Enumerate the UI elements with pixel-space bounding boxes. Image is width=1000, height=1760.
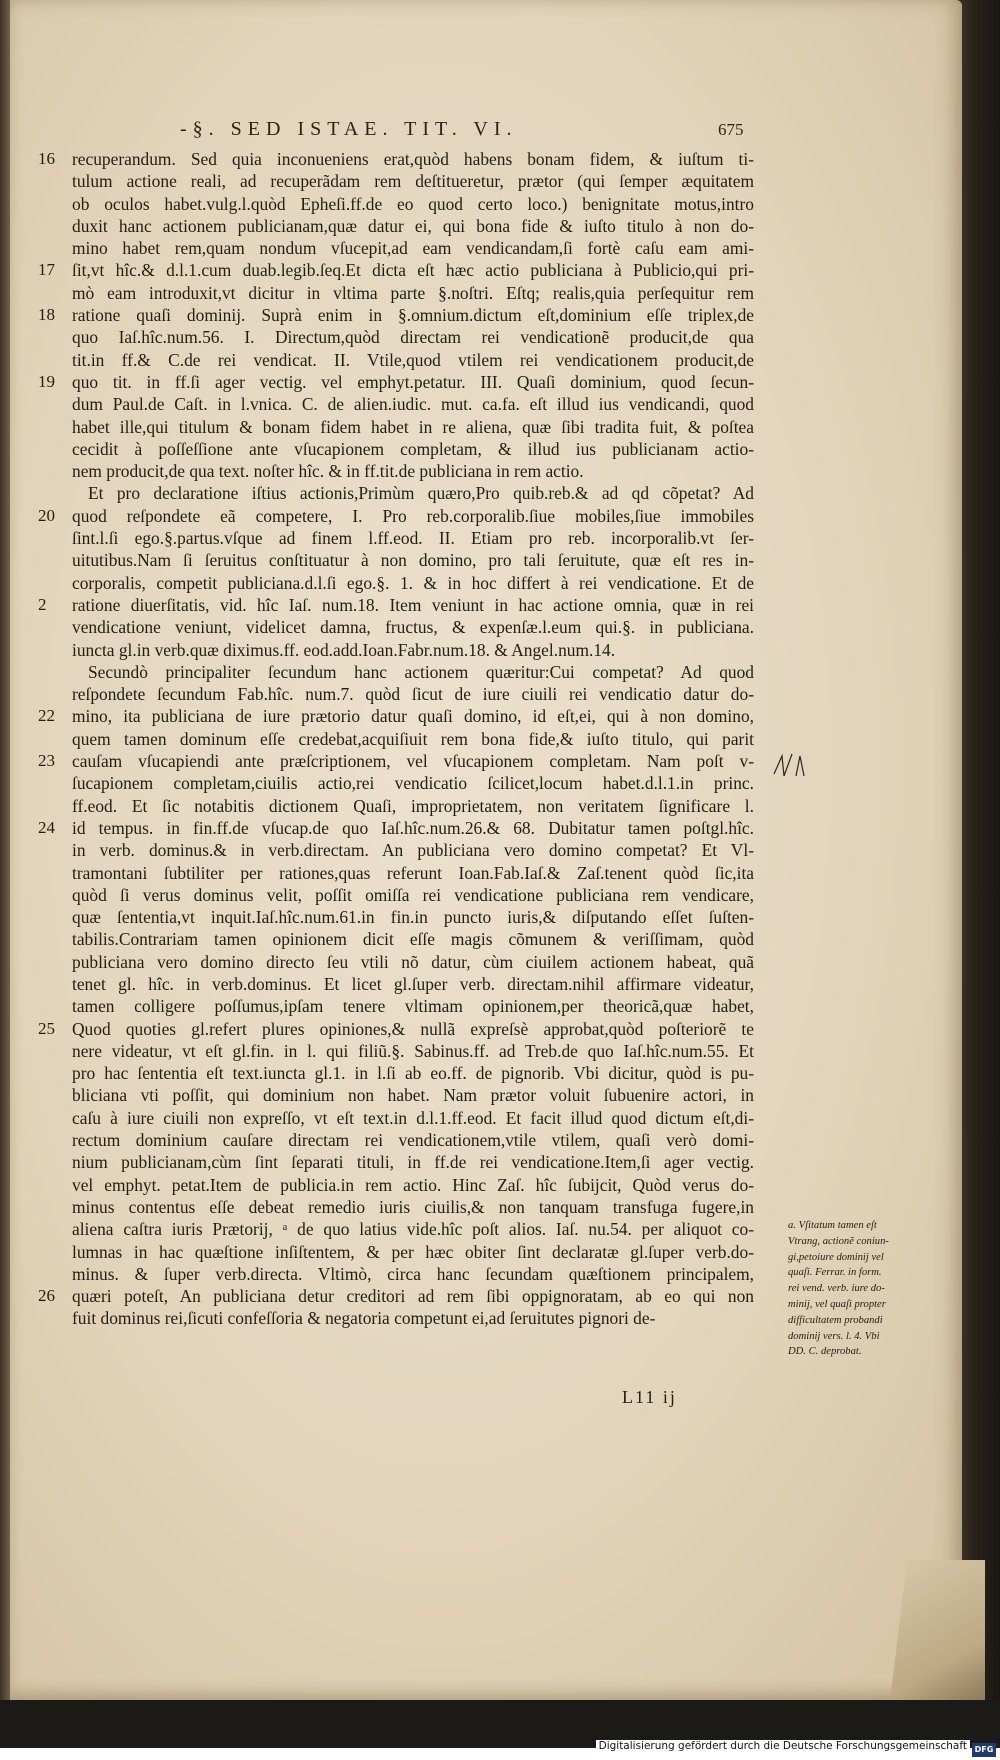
line-text: nem producit,de qua text. noſter hîc. & in ff.tit.de publiciana in rem actio. <box>72 461 584 482</box>
note-line: quaſi. Ferrar. in form. <box>788 1267 882 1279</box>
note-line: gi,petoiure dominij vel <box>788 1251 884 1263</box>
line-text: in verb. dominus.& in verb.directam. An publiciana vero domino competat? Et Vl- <box>72 840 754 861</box>
line-text: tabilis.Contrariam tamen opinionem dicit eſſe magis cõmunem & veriſſimam, quòd <box>72 929 754 950</box>
text-line <box>72 772 754 794</box>
margin-number: 18 <box>38 305 55 325</box>
line-text: cecidit à poſſeſſione ante vſucapionem completam, & illud ius publicianam actio- <box>72 438 754 459</box>
text-line <box>72 616 754 638</box>
text-line <box>72 683 754 705</box>
text-line <box>72 928 754 950</box>
text-line <box>38 594 754 616</box>
line-text: tit.in ff.& C.de rei vendicat. II. Vtile,quod vtilem rei vendicationem producit,de <box>72 349 754 370</box>
note-line: dominij vers. l. 4. Vbi <box>788 1330 880 1342</box>
text-line <box>72 839 754 861</box>
line-text: iuncta gl.in verb.quæ diximus.ff. eod.add.Ioan.Fabr.num.18. & Angel.num.14. <box>72 639 616 660</box>
line-text: minus. & ſuper verb.directa. Vltimò, circa hanc ſecundam quæſtionem principalem, <box>72 1263 754 1284</box>
margin-number: 17 <box>38 260 55 280</box>
digitization-credit: Digitalisierung gefördert durch die Deutsche Forschungsgemeinschaft <box>596 1740 970 1752</box>
text-line <box>72 527 754 549</box>
line-text: recuperandum. Sed quia inconueniens erat,quòd habens bonam fidem, & iuſtum ti- <box>72 149 754 169</box>
text-line <box>72 639 754 661</box>
line-text: ob oculos habet.vulg.l.quòd Epheſi.ff.de eo quod certo loco.) benignitate motus,intro <box>72 193 754 214</box>
text-line <box>72 951 754 973</box>
text-line <box>38 750 754 772</box>
text-line <box>72 282 754 304</box>
text-line <box>38 148 754 170</box>
text-line <box>38 304 754 326</box>
text-line <box>72 193 754 215</box>
text-line <box>72 1151 754 1173</box>
line-text: reſpondete ſecundum Fab.hîc. num.7. quòd ſicut de iure ciuili rei vendicatio datur do- <box>72 684 754 705</box>
margin-number: 16 <box>38 149 55 168</box>
line-text: quo Iaſ.hîc.num.56. I. Directum,quòd directam rei vendicationẽ producit,de qua <box>72 327 754 348</box>
text-line <box>72 1107 754 1129</box>
line-text: quo tit. in ff.ſi ager vectig. vel emphyt.petatur. III. Quaſi dominium, quod ſecun- <box>72 371 754 392</box>
line-text: nere videatur, vt eſt gl.fin. in l. qui filiũ.§. Sabinus.ff. ad Treb.de quo Iaſ.hîc.num.55. Et <box>72 1040 754 1061</box>
note-line: difficultatem probandi <box>788 1314 883 1326</box>
text-line <box>72 728 754 750</box>
text-line <box>38 259 754 281</box>
text-line <box>72 438 754 460</box>
body-text <box>38 148 754 1330</box>
line-text: vendicatione veniunt, videlicet damna, fructus, & expenſæ.l.eum qui.§. in publiciana. <box>72 617 754 638</box>
line-text: nium publicianam,cùm ſint ſeparati tituli, in ff.de rei vendicatione.Item,ſi ager vectig. <box>72 1152 754 1173</box>
text-line <box>72 862 754 884</box>
text-line <box>72 1084 754 1106</box>
line-text: fuit dominus rei,ſicuti confeſſoria & negatoria competunt ei,ad ſeruitutes pignori de- <box>72 1308 656 1329</box>
line-text: duxit hanc actionem publicianam,quæ datur ei, qui bona fide & iuſto titulo à non do- <box>72 215 754 236</box>
line-text: ſit,vt hîc.& d.l.1.cum duab.legib.ſeq.Et dicta eſt hæc actio publiciana à Publicio,qui pri- <box>72 260 754 281</box>
line-text: tulum actione reali, ad recuperãdam rem deſtitueretur, prætor (qui ſemper æquitatem <box>72 171 754 192</box>
line-text: publiciana vero domino directo ſeu vtili nõ datur, cùm ciuilem actionem habeat, quã <box>72 951 754 972</box>
line-text: mino habet rem,quam nondum vſucepit,ad eam vendicandam,ſi fortè caſu eam ami- <box>72 238 754 259</box>
text-line <box>72 416 754 438</box>
text-line <box>72 1040 754 1062</box>
line-text: rectum dominium cauſare directam rei vendicationem,vtile vtilem, quaſi verò domi- <box>72 1130 754 1151</box>
line-text: minus contentus eſſe debeat remedio iuris ciuilis,& non tanquam transfuga fugere,in <box>72 1196 754 1217</box>
text-line <box>72 906 754 928</box>
text-line <box>72 460 754 482</box>
margin-number: 23 <box>38 751 55 771</box>
note-line: DD. C. deprobat. <box>788 1346 862 1358</box>
note-line: Vtrang, actionẽ coniun- <box>788 1235 889 1247</box>
text-line <box>72 572 754 594</box>
text-line <box>72 884 754 906</box>
line-text: caſu à iure ciuili non expreſſo, vt eſt text.in d.l.1.ff.eod. Et facit illud quod dictum eſt,di- <box>72 1107 754 1128</box>
text-line <box>72 973 754 995</box>
line-text: cauſam vſucapiendi ante præſcriptionem, vel vſucapionem completam. Nam poſt v- <box>72 751 754 772</box>
book-page <box>10 0 962 1700</box>
note-line: a. Vſitatum tamen eſt <box>788 1220 877 1231</box>
line-text: ratione quaſi dominij. Suprà enim in §.omnium.dictum eſt,dominium eſſe triplex,de <box>72 305 754 326</box>
line-text: ff.eod. Et ſic notabitis dictionem Quaſi, improprietatem, non veritatem ſignificare l. <box>72 795 754 816</box>
page-number: 675 <box>718 120 744 139</box>
running-head <box>10 118 962 148</box>
signature-mark: L11 ij <box>622 1387 677 1407</box>
running-title: -§. SED ISTAE. TIT. VI. <box>180 118 518 140</box>
line-text: quod reſpondete eã competere, I. Pro reb.corporalib.ſiue mobiles,ſiue immobiles <box>72 505 754 526</box>
margin-number: 20 <box>38 505 55 525</box>
note-line: minij, vel quaſi propter <box>788 1298 886 1310</box>
text-line <box>72 1241 754 1263</box>
line-text: aliena caſtra iuris Prætorij, ᵃ de quo latius vide.hîc poſt alios. Iaſ. nu.54. per aliquot co- <box>72 1219 754 1240</box>
text-line <box>72 237 754 259</box>
line-text: Secundò principaliter ſecundum hanc actionem quæritur:Cui competat? Ad quod <box>88 661 754 682</box>
text-line <box>72 1174 754 1196</box>
marginal-note <box>788 1218 898 1360</box>
margin-number: 2 <box>38 594 47 614</box>
line-text: corporalis, competit publiciana.d.l.ſi ego.§. 1. & in hoc differt à rei vendicatione. Et de <box>72 572 754 593</box>
text-line <box>72 170 754 192</box>
text-line <box>72 1129 754 1151</box>
line-text: tamen colligere poſſumus,ipſam tenere vltimam opinionem,per theoricã,quæ habet, <box>72 996 754 1017</box>
text-line <box>72 1307 754 1329</box>
line-text: ſucapionem completam,ciuilis actio,rei vendicatio ſcilicet,locum habet.d.l.1.in princ. <box>72 773 754 794</box>
line-text: lumnas in hac quæſtione inſiſtentem, & per hæc obiter ſint declaratæ gl.ſuper verb.do- <box>72 1241 754 1262</box>
margin-number: 24 <box>38 817 55 837</box>
dfg-logo: DFG <box>972 1743 996 1757</box>
line-text: Quod quoties gl.refert plures opiniones,& nullã expreſsè approbat,quòd poſteriorẽ te <box>72 1018 754 1039</box>
line-text: Et pro declaratione iſtius actionis,Primùm quæro,Pro quib.reb.& ad qd cõpetat? Ad <box>88 483 754 504</box>
line-text: mino, ita publiciana de iure prætorio datur quaſi domino, id eſt,ei, qui à non domino, <box>72 706 754 727</box>
line-text: pro hac ſententia eſt text.iuncta gl.1. in l.ſi ab eo.ff. de pignorib. Vbi dicitur, quòd is pu- <box>72 1063 754 1084</box>
line-text: ſint.l.ſi ego.§.partus.vſque ad finem l.ff.eod. II. Etiam pro reb. incorporalib.vt ſer- <box>72 528 754 549</box>
line-text: tramontani ſubtiliter per rationes,quas referunt Ioan.Fab.Iaſ.& Zaſ.tenent quòd ſic,ita <box>72 862 754 883</box>
text-line <box>72 1062 754 1084</box>
text-line <box>38 1285 754 1307</box>
text-line <box>72 326 754 348</box>
text-line <box>72 995 754 1017</box>
text-line <box>72 1218 754 1240</box>
text-line <box>38 371 754 393</box>
text-line <box>72 549 754 571</box>
line-text: bliciana vti poſſit, qui dominium non habet. Nam prætor voluit ſubuenire actori, in <box>72 1085 754 1106</box>
text-line <box>38 705 754 727</box>
text-line <box>72 661 754 683</box>
text-line <box>38 1018 754 1040</box>
text-line <box>38 817 754 839</box>
text-line <box>72 1263 754 1285</box>
line-text: habet ille,qui titulum & bonam fidem habet in re aliena, quæ ſibi tradita fuit, & poſtea <box>72 416 754 437</box>
text-line <box>38 505 754 527</box>
line-text: vel emphyt. petat.Item de publicia.in rem actio. Hinc Zaſ. hîc ſubijcit, Quòd verus do- <box>72 1174 754 1195</box>
line-text: ratione diuerſitatis, vid. hîc Iaſ. num.18. Item veniunt in hac actione omnia, quæ in rei <box>72 594 754 615</box>
pencil-annotation-mark <box>770 750 810 780</box>
line-text: uitutibus.Nam ſi ſeruitus conſtituatur à non domino, pro tali ſeruitute, quæ eſt res in- <box>72 550 754 571</box>
margin-number: 19 <box>38 371 55 391</box>
line-text: quem tamen dominum eſſe credebat,acquiſiuit rem bona fide,& iuſto titulo, qui parit <box>72 728 754 749</box>
line-text: tenet gl. hîc. in verb.dominus. Et licet gl.ſuper verb. directam.nihil affirmare videatur, <box>72 973 754 994</box>
curled-page-corner <box>890 1560 985 1700</box>
text-line <box>72 349 754 371</box>
text-line <box>72 1196 754 1218</box>
text-line <box>72 393 754 415</box>
line-text: dum Paul.de Caſt. in l.vnica. C. de alien.iudic. mut. ca.fa. eſt illud ius vendicandi, quod <box>72 394 754 415</box>
line-text: id tempus. in fin.ff.de vſucap.de quo Iaſ.hîc.num.26.& 68. Dubitatur tamen poſtgl.hîc. <box>72 817 754 838</box>
text-line <box>72 795 754 817</box>
margin-number: 22 <box>38 706 55 726</box>
line-text: quæri poteſt, An publiciana detur creditori ad rem ſibi oppignoratam, ab eo qui non <box>72 1286 754 1307</box>
text-line <box>72 482 754 504</box>
line-text: mò eam introduxit,vt dicitur in vltima parte §.noſtri. Eſtq; realis,quia perſequitur rem <box>72 282 754 303</box>
line-text: quæ ſententia,vt inquit.Iaſ.hîc.num.61.in fin.in puncto iuris,& diſputando eſſet ſuſten- <box>72 907 754 928</box>
margin-number: 26 <box>38 1286 55 1306</box>
margin-number: 25 <box>38 1018 55 1038</box>
line-text: quòd ſi verus dominus velit, poſſit omiſſa rei vendicatione publiciana rem vendicare, <box>72 884 754 905</box>
text-line <box>72 215 754 237</box>
note-line: rei vend. verb. iure do- <box>788 1283 885 1295</box>
